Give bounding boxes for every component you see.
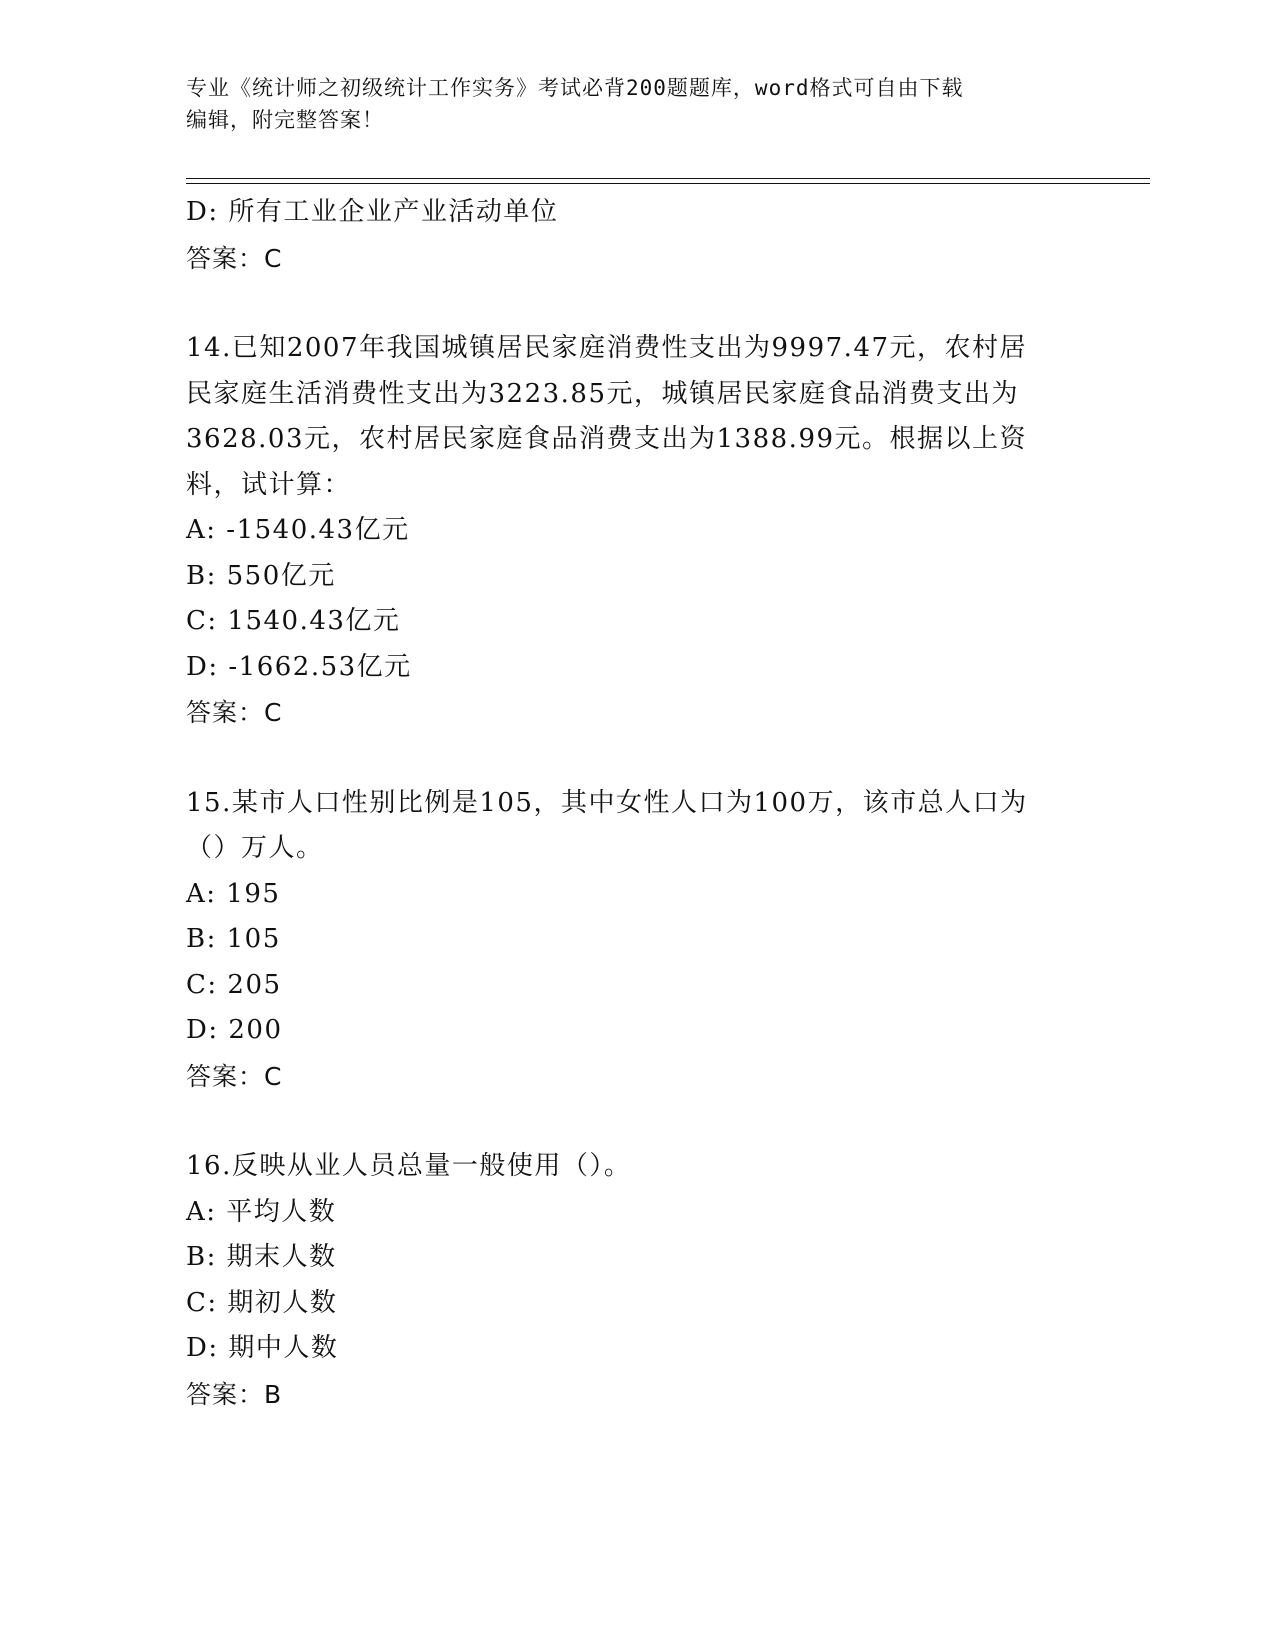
option-c: C: 1540.43亿元	[186, 606, 401, 636]
question-stem-line: 民家庭生活消费性支出为3223.85元，城镇居民家庭食品消费支出为	[186, 378, 1020, 409]
option-c: C: 205	[186, 969, 282, 1000]
question-stem-line: 3628.03元，农村居民家庭食品消费支出为1388.99元。根据以上资	[186, 424, 1028, 454]
question-spacer	[186, 736, 1086, 781]
header-line-1: 专业《统计师之初级统计工作实务》考试必背200题题库，word格式可自由下载	[186, 76, 964, 100]
question-spacer	[186, 281, 1086, 326]
question-16	[186, 1144, 1086, 1417]
answer-line: 答案：C	[186, 1061, 283, 1091]
option-d: D: 所有工业企业产业活动单位	[186, 197, 559, 227]
answer-line: 答案：C	[186, 243, 283, 273]
option-d: D: 200	[186, 1015, 283, 1045]
question-14	[186, 326, 1086, 736]
option-a: A: 平均人数	[186, 1196, 337, 1227]
option-b: B: 550亿元	[186, 560, 336, 591]
option-b: B: 105	[186, 924, 281, 954]
question-stem-line: （）万人。	[186, 833, 324, 863]
question-spacer	[186, 1099, 1086, 1144]
question-stem-line: 16.反映从业人员总量一般使用（）。	[186, 1151, 632, 1181]
answer-line: 答案：C	[186, 698, 283, 727]
document-header	[186, 72, 1086, 136]
option-d: D: 期中人数	[186, 1333, 339, 1363]
question-list	[186, 190, 1086, 1417]
question-stem-line: 14.已知2007年我国城镇居民家庭消费性支出为9997.47元，农村居	[186, 333, 1028, 363]
option-b: B: 期末人数	[186, 1242, 337, 1272]
option-d: D: -1662.53亿元	[186, 651, 412, 682]
question-13	[186, 190, 1086, 281]
header-divider-top	[186, 178, 1150, 179]
option-c: C: 期初人数	[186, 1287, 338, 1318]
question-stem-line: 15.某市人口性别比例是105，其中女性人口为100万，该市总人口为	[186, 787, 1028, 818]
header-line-2: 编辑，附完整答案！	[186, 108, 384, 132]
option-a: A: 195	[186, 878, 281, 909]
option-a: A: -1540.43亿元	[186, 515, 410, 545]
question-stem-line: 料，试计算：	[186, 469, 352, 500]
answer-line: 答案：B	[186, 1379, 283, 1409]
question-15	[186, 781, 1086, 1100]
header-divider-bottom	[186, 183, 1150, 184]
